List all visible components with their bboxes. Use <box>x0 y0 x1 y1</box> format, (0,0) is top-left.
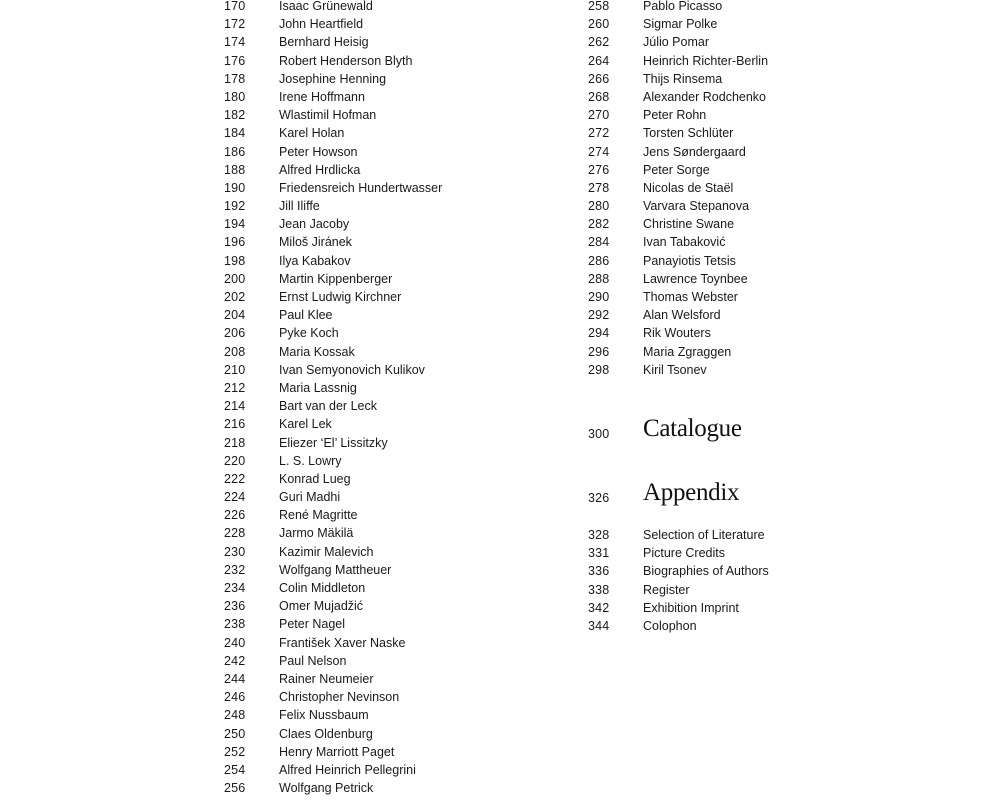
toc-entry[interactable] <box>224 561 564 579</box>
toc-page-number: 212 <box>224 380 246 395</box>
toc-entry-title: Ivan Semyonovich Kulikov <box>279 362 425 377</box>
toc-entry-title: Peter Rohn <box>643 108 707 123</box>
toc-entry-title: Sigmar Polke <box>643 17 718 32</box>
toc-page-number: 280 <box>588 199 610 214</box>
section-page-number: 300 <box>588 427 610 441</box>
toc-page-number: 248 <box>224 708 246 723</box>
toc-page-number: 196 <box>224 235 246 250</box>
toc-page-number: 276 <box>588 162 610 177</box>
toc-page-number: 266 <box>588 71 610 86</box>
toc-entry[interactable] <box>224 579 564 597</box>
toc-entry[interactable] <box>588 197 888 215</box>
toc-entry-title: Thijs Rinsema <box>643 71 723 86</box>
toc-entry[interactable] <box>588 270 888 288</box>
section-page-number: 326 <box>588 491 610 505</box>
toc-entry[interactable] <box>224 652 564 670</box>
toc-entry-title: Torsten Schlüter <box>643 126 734 141</box>
toc-page-number: 244 <box>224 671 246 686</box>
toc-entry[interactable] <box>224 70 564 88</box>
toc-entry-title: Alfred Heinrich Pellegrini <box>279 762 416 777</box>
toc-entry[interactable] <box>224 543 564 561</box>
toc-entry[interactable] <box>224 743 564 761</box>
toc-page-number: 220 <box>224 453 246 468</box>
toc-entry[interactable] <box>224 761 564 779</box>
toc-entry[interactable] <box>588 106 888 124</box>
toc-page-number: 328 <box>588 528 610 542</box>
toc-entry-title: Guri Madhi <box>279 490 341 505</box>
toc-page-number: 204 <box>224 308 246 323</box>
toc-entry-title: Ivan Tabaković <box>643 235 726 250</box>
toc-page-number: 194 <box>224 217 246 232</box>
toc-page-number: 292 <box>588 308 610 323</box>
toc-page-number: 216 <box>224 417 246 432</box>
toc-page-number: 270 <box>588 108 610 123</box>
toc-entry[interactable] <box>588 361 888 379</box>
toc-entry-title: Jean Jacoby <box>279 217 350 232</box>
toc-entry-title: František Xaver Naske <box>279 635 406 650</box>
section-title: Catalogue <box>643 415 742 442</box>
toc-entry-title: L. S. Lowry <box>279 453 342 468</box>
toc-page-number: 264 <box>588 53 610 68</box>
toc-entry[interactable] <box>224 343 564 361</box>
toc-entry-title: Robert Henderson Blyth <box>279 53 413 68</box>
toc-entry-title: René Magritte <box>279 508 358 523</box>
toc-entry[interactable] <box>588 544 888 562</box>
toc-entry[interactable] <box>224 415 564 433</box>
toc-entry-title: Nicolas de Staël <box>643 180 734 195</box>
toc-entry[interactable] <box>224 397 564 415</box>
toc-entry-title: Kazimir Malevich <box>279 544 374 559</box>
toc-page-number: 238 <box>224 617 246 632</box>
toc-entry-title: Wolfgang Mattheuer <box>279 562 392 577</box>
toc-entry[interactable] <box>588 233 888 251</box>
toc-entry-title: Wlastimil Hofman <box>279 108 377 123</box>
toc-entry-title: Josephine Henning <box>279 71 387 86</box>
toc-entry[interactable] <box>224 179 564 197</box>
toc-entry[interactable] <box>588 179 888 197</box>
toc-entry[interactable] <box>224 615 564 633</box>
toc-page-number: 336 <box>588 564 610 579</box>
toc-entry[interactable] <box>588 288 888 306</box>
toc-entry-title: Karel Lek <box>279 417 332 432</box>
toc-entry[interactable] <box>224 33 564 51</box>
toc-entry-title: Panayiotis Tetsis <box>643 253 736 268</box>
toc-entry[interactable] <box>588 562 888 580</box>
toc-page-number: 170 <box>224 0 246 13</box>
toc-page-number: 290 <box>588 290 610 304</box>
toc-entry[interactable] <box>588 33 888 51</box>
toc-entry-title: Jarmo Mäkilä <box>279 526 354 541</box>
toc-entry[interactable] <box>224 324 564 342</box>
toc-page-number: 202 <box>224 290 246 304</box>
toc-page-number: 252 <box>224 744 246 759</box>
toc-entry[interactable] <box>588 15 888 33</box>
toc-page-number: 218 <box>224 435 246 450</box>
toc-entry[interactable] <box>224 725 564 743</box>
toc-entry[interactable] <box>224 434 564 452</box>
toc-entry[interactable] <box>224 288 564 306</box>
section-appendix[interactable] <box>588 477 888 507</box>
toc-page-number: 226 <box>224 508 246 523</box>
toc-entry[interactable] <box>224 233 564 251</box>
toc-entry[interactable] <box>588 252 888 270</box>
toc-entry[interactable] <box>224 0 564 15</box>
toc-page-number: 268 <box>588 89 610 104</box>
toc-entry[interactable] <box>224 670 564 688</box>
toc-entry[interactable] <box>588 52 888 70</box>
toc-page-number: 178 <box>224 71 246 86</box>
toc-entry[interactable] <box>224 488 564 506</box>
toc-page-number: 262 <box>588 35 610 50</box>
toc-entry[interactable] <box>224 361 564 379</box>
toc-page-number: 222 <box>224 471 246 486</box>
toc-page-number: 186 <box>224 144 246 159</box>
toc-entry-title: Friedensreich Hundertwasser <box>279 180 443 195</box>
toc-page-number: 260 <box>588 17 610 32</box>
toc-page-number: 232 <box>224 562 246 577</box>
toc-entry-title: Miloš Jiránek <box>279 235 352 250</box>
toc-page-number: 250 <box>224 726 246 741</box>
toc-entry[interactable] <box>224 270 564 288</box>
toc-page-number: 258 <box>588 0 610 13</box>
toc-entry-title: Christopher Nevinson <box>279 690 400 705</box>
toc-entry-title: Picture Credits <box>643 546 725 561</box>
toc-entry-title: Konrad Lueg <box>279 471 351 486</box>
toc-entry-title: Maria Zgraggen <box>643 344 732 359</box>
toc-entry[interactable] <box>224 634 564 652</box>
toc-entry-title: Jens Søndergaard <box>643 144 746 159</box>
toc-entry[interactable] <box>224 379 564 397</box>
toc-page-number: 236 <box>224 599 246 614</box>
toc-entry-title: Colophon <box>643 618 697 633</box>
toc-entry-title: Wolfgang Petrick <box>279 781 374 796</box>
toc-page-number: 190 <box>224 180 246 195</box>
toc-entry[interactable] <box>588 143 888 161</box>
toc-page-number: 180 <box>224 89 246 104</box>
toc-page-number: 342 <box>588 600 610 615</box>
toc-page-number: 206 <box>224 326 246 341</box>
toc-entry[interactable] <box>588 306 888 324</box>
toc-entry-title: Lawrence Toynbee <box>643 271 748 286</box>
toc-entry[interactable] <box>224 106 564 124</box>
toc-entry[interactable] <box>224 452 564 470</box>
toc-entry-title: Alan Welsford <box>643 308 721 323</box>
toc-page-number: 188 <box>224 162 246 177</box>
toc-entry-title: Thomas Webster <box>643 290 738 304</box>
toc-page-number: 246 <box>224 690 246 705</box>
toc-entry[interactable] <box>224 88 564 106</box>
toc-entry[interactable] <box>224 506 564 524</box>
toc-page-number: 296 <box>588 344 610 359</box>
toc-entry[interactable] <box>588 161 888 179</box>
toc-left-column <box>224 0 564 797</box>
toc-entry[interactable] <box>224 597 564 615</box>
toc-entry[interactable] <box>224 688 564 706</box>
toc-entry-title: Felix Nussbaum <box>279 708 369 723</box>
toc-page-number: 184 <box>224 126 246 141</box>
toc-entry[interactable] <box>224 470 564 488</box>
toc-entry-title: Peter Sorge <box>643 162 710 177</box>
toc-entry-title: Bernhard Heisig <box>279 35 369 50</box>
toc-entry-title: Varvara Stepanova <box>643 199 750 214</box>
toc-page-number: 288 <box>588 271 610 286</box>
toc-page-number: 228 <box>224 526 246 541</box>
toc-entry[interactable] <box>224 215 564 233</box>
artist-list-right <box>588 0 888 379</box>
toc-entry[interactable] <box>224 15 564 33</box>
toc-page-number: 282 <box>588 217 610 232</box>
toc-page-number: 331 <box>588 546 610 561</box>
toc-entry[interactable] <box>224 143 564 161</box>
toc-entry[interactable] <box>588 0 888 15</box>
toc-entry[interactable] <box>588 215 888 233</box>
toc-page-number: 198 <box>224 253 246 268</box>
toc-entry-title: Henry Marriott Paget <box>279 744 395 759</box>
toc-page-number: 242 <box>224 653 246 668</box>
toc-page-number: 176 <box>224 53 246 68</box>
toc-entry-title: Martin Kippenberger <box>279 271 393 286</box>
toc-page-number: 286 <box>588 253 610 268</box>
toc-entry-title: Kiril Tsonev <box>643 362 707 377</box>
toc-entry-title: Isaac Grünewald <box>279 0 373 13</box>
toc-entry[interactable] <box>588 599 888 617</box>
toc-entry[interactable] <box>588 617 888 635</box>
toc-entry-title: Maria Kossak <box>279 344 355 359</box>
toc-page-number: 338 <box>588 582 610 597</box>
toc-entry-title: Claes Oldenburg <box>279 726 373 741</box>
toc-page-number: 278 <box>588 180 610 195</box>
toc-entry-title: Rainer Neumeier <box>279 671 374 686</box>
toc-entry-title: John Heartfield <box>279 17 364 32</box>
toc-page-number: 192 <box>224 199 246 214</box>
toc-entry-title: Paul Nelson <box>279 653 347 668</box>
toc-entry[interactable] <box>588 88 888 106</box>
toc-entry-title: Irene Hoffmann <box>279 89 365 104</box>
toc-entry[interactable] <box>224 779 564 797</box>
toc-page-number: 174 <box>224 35 246 50</box>
toc-entry[interactable] <box>224 52 564 70</box>
toc-entry-title: Peter Howson <box>279 144 358 159</box>
toc-entry-title: Alexander Rodchenko <box>643 89 766 104</box>
toc-page-number: 272 <box>588 126 610 141</box>
toc-entry[interactable] <box>588 343 888 361</box>
toc-page-number: 284 <box>588 235 610 250</box>
toc-entry[interactable] <box>224 161 564 179</box>
toc-page-number: 274 <box>588 144 610 159</box>
toc-entry[interactable] <box>588 324 888 342</box>
toc-page-number: 254 <box>224 762 246 777</box>
toc-entry-title: Colin Middleton <box>279 581 366 595</box>
toc-entry[interactable] <box>588 581 888 599</box>
toc-entry[interactable] <box>224 252 564 270</box>
toc-entry-title: Bart van der Leck <box>279 399 377 414</box>
toc-entry-title: Register <box>643 582 690 597</box>
toc-entry[interactable] <box>588 526 888 544</box>
toc-entry[interactable] <box>224 124 564 142</box>
toc-entry[interactable] <box>588 124 888 142</box>
toc-entry-title: Ilya Kabakov <box>279 253 351 268</box>
toc-entry-title: Selection of Literature <box>643 528 765 542</box>
toc-entry-title: Peter Nagel <box>279 617 346 632</box>
toc-entry-title: Pyke Koch <box>279 326 339 341</box>
toc-page-number: 224 <box>224 490 246 505</box>
toc-page-number: 240 <box>224 635 246 650</box>
toc-right-column <box>588 0 888 633</box>
section-title: Appendix <box>643 479 740 506</box>
toc-page-number: 256 <box>224 781 246 796</box>
toc-entry[interactable] <box>224 197 564 215</box>
toc-entry-title: Heinrich Richter-Berlin <box>643 53 769 68</box>
toc-entry-title: Biographies of Authors <box>643 564 769 579</box>
toc-page-number: 210 <box>224 362 246 377</box>
toc-entry-title: Christine Swane <box>643 217 735 232</box>
toc-page-number: 200 <box>224 271 246 286</box>
toc-page-number: 172 <box>224 17 246 32</box>
toc-entry-title: Júlio Pomar <box>643 35 709 50</box>
toc-page-number: 344 <box>588 618 610 633</box>
toc-page-number: 230 <box>224 544 246 559</box>
toc-entry[interactable] <box>224 524 564 542</box>
toc-entry-title: Ernst Ludwig Kirchner <box>279 290 402 304</box>
toc-page-number: 208 <box>224 344 246 359</box>
toc-entry[interactable] <box>588 70 888 88</box>
toc-page-number: 294 <box>588 326 610 341</box>
toc-entry-title: Eliezer ‘El’ Lissitzky <box>279 435 388 450</box>
toc-entry-title: Exhibition Imprint <box>643 600 739 615</box>
toc-entry-title: Alfred Hrdlicka <box>279 162 361 177</box>
toc-entry-title: Rik Wouters <box>643 326 711 341</box>
toc-entry[interactable] <box>224 706 564 724</box>
toc-entry-title: Pablo Picasso <box>643 0 723 13</box>
toc-entry-title: Jill Iliffe <box>279 199 320 214</box>
section-catalogue[interactable] <box>588 413 888 443</box>
toc-page-number: 182 <box>224 108 246 123</box>
appendix-list <box>588 526 888 635</box>
toc-entry[interactable] <box>224 306 564 324</box>
toc-page-number: 234 <box>224 581 246 595</box>
toc-entry-title: Paul Klee <box>279 308 333 323</box>
toc-page-number: 214 <box>224 399 246 414</box>
toc-entry-title: Maria Lassnig <box>279 380 357 395</box>
toc-entry-title: Omer Mujadžić <box>279 599 364 614</box>
toc-entry-title: Karel Holan <box>279 126 345 141</box>
toc-page-number: 298 <box>588 362 610 377</box>
